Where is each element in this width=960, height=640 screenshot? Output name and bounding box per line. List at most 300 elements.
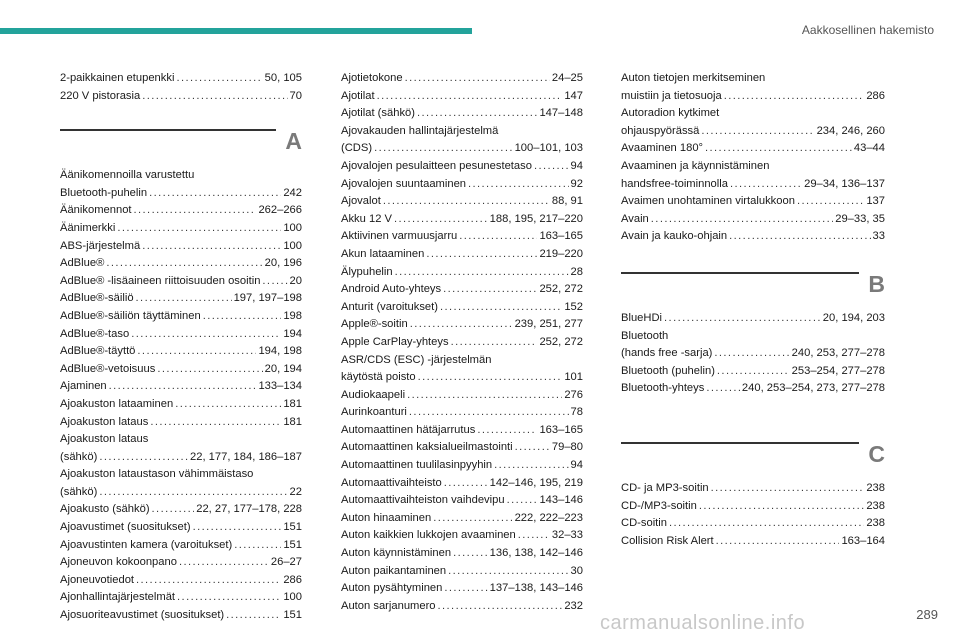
index-entry-pages: 219–220 <box>539 247 583 260</box>
dot-leader <box>142 88 287 106</box>
dot-leader <box>131 326 281 344</box>
index-entry <box>341 88 583 106</box>
dot-leader <box>444 475 488 493</box>
index-entry-term: CD-/MP3-soitin <box>621 499 697 512</box>
index-entry <box>60 378 302 396</box>
section-a-header <box>60 113 302 163</box>
dot-leader <box>730 176 802 194</box>
index-entry-pages: 181 <box>283 397 302 410</box>
index-entry-term: Ajoakusto (sähkö) <box>60 503 150 516</box>
index-entry-term: Ajaminen <box>60 380 107 393</box>
dot-leader <box>716 533 840 551</box>
index-entry-lead: Ajovakauden hallintajärjestelmä <box>341 124 499 137</box>
index-entry <box>60 414 302 432</box>
index-entry-term: 2-paikkainen etupenkki <box>60 72 175 84</box>
dot-leader <box>438 598 563 616</box>
dot-leader <box>193 519 282 537</box>
index-entry-term: Auton hinaaminen <box>341 511 432 524</box>
index-entry-pages: 242 <box>283 186 302 199</box>
index-entry-term: Audiokaapeli <box>341 388 406 401</box>
index-entry-term: Apple®-soitin <box>341 318 408 331</box>
index-entry-term: Auton käynnistäminen <box>341 547 452 560</box>
index-entry-pages: 101 <box>564 371 583 384</box>
index-entry <box>341 316 583 334</box>
index-entry-pages: 239, 251, 277 <box>514 318 583 331</box>
index-entry-pages: 137–138, 143–146 <box>489 582 583 595</box>
dot-leader <box>152 501 195 519</box>
index-entry-term: AdBlue® <box>60 257 105 270</box>
dot-leader <box>410 316 513 334</box>
dot-leader <box>374 140 512 158</box>
section-letter-b: B <box>868 270 885 297</box>
dot-leader <box>515 439 550 457</box>
index-entry-pages: 276 <box>564 388 583 401</box>
dot-leader <box>711 480 865 498</box>
index-entry-term: Ajoneuvon kokoonpano <box>60 556 177 569</box>
index-entry-pages: 20, 196 <box>264 257 302 270</box>
index-entry-pages: 286 <box>866 89 885 102</box>
index-entry <box>60 431 302 466</box>
index-entry <box>341 246 583 264</box>
index-entry-pages: 147–148 <box>539 107 583 120</box>
dot-leader <box>175 396 281 414</box>
index-entry-term: Äänimerkki <box>60 221 116 234</box>
index-entry-pages: 151 <box>283 609 302 622</box>
index-entry-pages: 33 <box>872 230 885 243</box>
index-entry <box>341 492 583 510</box>
index-entry-pages: 197, 197–198 <box>233 292 302 305</box>
index-entry <box>60 70 302 88</box>
index-entry <box>341 158 583 176</box>
index-entry-term: Ajosuoriteavustimet (suositukset) <box>60 609 225 622</box>
index-entry <box>60 88 302 106</box>
index-entry <box>621 363 885 381</box>
index-entry <box>341 598 583 616</box>
dot-leader <box>99 449 188 467</box>
index-entry-pages: 232 <box>564 599 583 612</box>
index-entry-pages: 94 <box>570 159 583 172</box>
index-entry-term: AdBlue® -lisäaineen riittoisuuden osoitin <box>60 274 261 287</box>
index-entry-pages: 88, 91 <box>551 195 583 208</box>
dot-leader <box>383 193 550 211</box>
section-divider <box>60 129 276 131</box>
dot-leader <box>136 290 232 308</box>
dot-leader <box>507 492 538 510</box>
index-entry-term: Avaaminen 180° <box>621 142 704 155</box>
index-entry-pages: 240, 253, 277–278 <box>791 347 885 360</box>
index-entry <box>341 387 583 405</box>
index-entry-term: Ajovalot <box>341 195 381 208</box>
index-entry-term: Bluetooth-yhteys <box>621 382 705 395</box>
dot-leader <box>176 70 262 88</box>
index-entry <box>60 343 302 361</box>
dot-leader <box>664 310 821 328</box>
index-entry <box>60 326 302 344</box>
index-entry-lead: ASR/CDS (ESC) -järjestelmän <box>341 353 492 366</box>
index-entry <box>60 255 302 273</box>
dot-leader <box>137 343 256 361</box>
dot-leader <box>494 457 568 475</box>
index-entry-term: Automaattinen kaksialueilmastointi <box>341 441 513 454</box>
index-entry-pages: 100 <box>283 591 302 604</box>
index-entry-term: (sähkö) <box>60 485 98 498</box>
index-entry <box>341 281 583 299</box>
index-entry-lead: Autoradion kytkimet <box>621 107 720 120</box>
dot-leader <box>444 580 487 598</box>
dot-leader <box>433 510 512 528</box>
index-entry-pages: 262–266 <box>258 204 302 217</box>
index-entry-pages: 163–164 <box>841 534 885 547</box>
index-entry-term: Äänikomennot <box>60 204 132 217</box>
dot-leader <box>440 299 562 317</box>
index-entry <box>60 290 302 308</box>
dot-leader <box>705 140 852 158</box>
index-entry-term: Aktiivinen varmuusjarru <box>341 230 458 243</box>
index-entry-pages: 194 <box>283 327 302 340</box>
index-entry <box>60 589 302 607</box>
index-entry-pages: 92 <box>570 177 583 190</box>
index-entry <box>341 105 583 123</box>
index-entry-term: Älypuhelin <box>341 265 393 278</box>
index-entry <box>60 554 302 572</box>
index-entry <box>341 527 583 545</box>
index-entry-term: Auton kaikkien lukkojen avaaminen <box>341 529 516 542</box>
index-entry <box>60 466 302 501</box>
index-entry <box>621 328 885 363</box>
index-entry-term: (CDS) <box>341 142 373 155</box>
index-entry-pages: 222, 222–223 <box>514 511 583 524</box>
index-entry-pages: 32–33 <box>551 529 583 542</box>
index-entry-pages: 252, 272 <box>539 283 583 296</box>
dot-leader <box>226 607 281 625</box>
dot-leader <box>518 527 550 545</box>
index-entry <box>341 545 583 563</box>
dot-leader <box>136 572 281 590</box>
index-entry-pages: 181 <box>283 415 302 428</box>
index-entry <box>60 519 302 537</box>
index-entry-term: AdBlue®-säiliön täyttäminen <box>60 309 201 322</box>
index-entry <box>60 167 302 202</box>
index-entry-lead: Ajoakuston lataustason vähimmäistaso <box>60 468 254 481</box>
index-entry <box>341 193 583 211</box>
index-entry-pages: 28 <box>570 265 583 278</box>
index-column-3 <box>621 70 885 550</box>
index-entry-pages: 20 <box>289 274 302 287</box>
dot-leader <box>418 369 563 387</box>
dot-leader <box>448 563 568 581</box>
index-entry <box>341 475 583 493</box>
section-letter-c: C <box>868 440 885 467</box>
dot-leader <box>109 378 257 396</box>
index-entry-pages: 238 <box>866 499 885 512</box>
index-entry-term: Akku 12 V <box>341 212 392 225</box>
dot-leader <box>417 105 537 123</box>
index-entry-term: Ajoavustinten kamera (varoitukset) <box>60 538 233 551</box>
index-entry-term: Akun lataaminen <box>341 247 425 260</box>
index-entry-lead: Bluetooth <box>621 329 669 342</box>
index-entry-pages: 43–44 <box>853 142 885 155</box>
index-entry <box>341 264 583 282</box>
index-entry-lead: Äänikomennoilla varustettu <box>60 169 195 182</box>
index-entry <box>621 515 885 533</box>
index-entry <box>341 334 583 352</box>
index-entry-pages: 29–34, 136–137 <box>804 177 885 190</box>
section-letter-a: A <box>285 128 302 155</box>
index-entry-term: Ajovalojen pesulaitteen pesunestetaso <box>341 159 532 172</box>
index-entry-term: käytöstä poisto <box>341 371 416 384</box>
index-entry-term: Avain ja kauko-ohjain <box>621 230 728 243</box>
index-entry <box>341 228 583 246</box>
index-entry <box>341 510 583 528</box>
index-entry-term: Automaattivaihteisto <box>341 476 442 489</box>
dot-leader <box>134 202 257 220</box>
index-entry-pages: 22 <box>289 485 302 498</box>
index-entry-term: Avain <box>621 212 649 225</box>
index-entry <box>60 202 302 220</box>
index-entry <box>60 361 302 379</box>
index-entry-term: Automaattinen hätäjarrutus <box>341 423 476 436</box>
index-entry <box>621 498 885 516</box>
index-entry-term: CD- ja MP3-soitin <box>621 481 709 494</box>
index-entry-term: (sähkö) <box>60 450 98 463</box>
index-entry-pages: 142–146, 195, 219 <box>489 476 583 489</box>
index-entry <box>60 396 302 414</box>
index-column-2 <box>341 70 583 615</box>
dot-leader <box>477 422 537 440</box>
index-entry-pages: 238 <box>866 481 885 494</box>
index-entry <box>60 607 302 625</box>
index-entry <box>621 480 885 498</box>
dot-leader <box>706 380 740 398</box>
index-entry-pages: 94 <box>570 459 583 472</box>
index-entry <box>60 572 302 590</box>
index-entry-term: Auton sarjanumero <box>341 599 436 612</box>
index-entry <box>341 457 583 475</box>
section-c-header <box>621 426 885 476</box>
dot-leader <box>717 363 790 381</box>
dot-leader <box>262 273 287 291</box>
index-entry-term: handsfree-toiminnolla <box>621 177 728 190</box>
index-entry-pages: 136, 138, 142–146 <box>489 547 583 560</box>
index-entry-pages: 163–165 <box>539 230 583 243</box>
index-entry-term: Ajotietokone <box>341 72 403 84</box>
index-entry <box>341 580 583 598</box>
index-entry-term: Ajonhallintajärjestelmät <box>60 591 176 604</box>
index-entry-pages: 198 <box>283 309 302 322</box>
index-entry <box>621 380 885 398</box>
index-entry-pages: 50, 105 <box>264 72 302 84</box>
index-entry-pages: 100–101, 103 <box>514 142 583 155</box>
index-entry-pages: 22, 177, 184, 186–187 <box>190 450 302 463</box>
dot-leader <box>699 498 864 516</box>
index-entry-pages: 79–80 <box>551 441 583 454</box>
dot-leader <box>377 88 563 106</box>
index-entry-pages: 133–134 <box>258 380 302 393</box>
index-entry <box>341 211 583 229</box>
index-entry-term: 220 V pistorasia <box>60 89 141 102</box>
index-entry-pages: 26–27 <box>270 556 302 569</box>
index-entry <box>60 501 302 519</box>
dot-leader <box>149 185 281 203</box>
index-entry-term: AdBlue®-taso <box>60 327 130 340</box>
dot-leader <box>701 123 814 141</box>
index-entry <box>341 176 583 194</box>
index-entry <box>341 563 583 581</box>
index-entry-lead: Auton tietojen merkitseminen <box>621 72 766 84</box>
index-entry-pages: 100 <box>283 239 302 252</box>
index-entry-term: Ajoneuvotiedot <box>60 573 135 586</box>
dot-leader <box>409 404 569 422</box>
index-entry <box>60 220 302 238</box>
dot-leader <box>157 361 262 379</box>
index-entry <box>60 238 302 256</box>
dot-leader <box>142 238 281 256</box>
index-entry-term: Aurinkoanturi <box>341 406 407 419</box>
dot-leader <box>203 308 282 326</box>
index-entry-term: Auton paikantaminen <box>341 564 447 577</box>
index-entry-pages: 78 <box>570 406 583 419</box>
index-entry-term: Ajoakuston lataaminen <box>60 397 174 410</box>
index-entry-term: Ajotilat <box>341 89 375 102</box>
dot-leader <box>729 228 870 246</box>
index-entry <box>341 70 583 88</box>
index-entry-term: (hands free -sarja) <box>621 347 713 360</box>
index-entry-term: Android Auto-yhteys <box>341 283 442 296</box>
index-entry-pages: 163–165 <box>539 423 583 436</box>
dot-leader <box>669 515 864 533</box>
index-entry-term: AdBlue®-säiliö <box>60 292 134 305</box>
index-entry <box>621 533 885 551</box>
index-entry <box>621 211 885 229</box>
section-b-header <box>621 256 885 306</box>
index-entry-term: Automaattivaihteiston vaihdevipu <box>341 494 505 507</box>
index-entry <box>341 352 583 387</box>
index-entry-pages: 137 <box>866 195 885 208</box>
dot-leader <box>234 537 281 555</box>
index-entry-term: Ajoakuston lataus <box>60 415 149 428</box>
index-entry <box>341 123 583 158</box>
index-entry-term: Collision Risk Alert <box>621 534 714 547</box>
index-entry-term: Ajoavustimet (suositukset) <box>60 521 191 534</box>
index-entry-term: Apple CarPlay-yhteys <box>341 335 449 348</box>
index-entry-term: BlueHDi <box>621 311 663 324</box>
page-header-title: Aakkosellinen hakemisto <box>801 23 934 37</box>
index-entry-pages: 194, 198 <box>258 345 302 358</box>
index-entry-lead: Ajoakuston lataus <box>60 433 149 446</box>
watermark: carmanualsonline.info <box>600 612 806 634</box>
dot-leader <box>177 589 281 607</box>
index-entry <box>341 422 583 440</box>
dot-leader <box>714 345 789 363</box>
index-entry-pages: 151 <box>283 521 302 534</box>
index-entry-pages: 100 <box>283 221 302 234</box>
index-entry-pages: 253–254, 277–278 <box>791 364 885 377</box>
index-entry-pages: 147 <box>564 89 583 102</box>
index-entry-term: Bluetooth-puhelin <box>60 186 148 199</box>
index-entry-term: AdBlue®-vetoisuus <box>60 362 156 375</box>
dot-leader <box>150 414 281 432</box>
index-entry-term: Ajovalojen suuntaaminen <box>341 177 467 190</box>
dot-leader <box>179 554 269 572</box>
dot-leader <box>395 264 569 282</box>
index-entry-pages: 30 <box>570 564 583 577</box>
index-entry-pages: 238 <box>866 517 885 530</box>
index-entry <box>341 439 583 457</box>
dot-leader <box>394 211 488 229</box>
index-entry-term: AdBlue®-täyttö <box>60 345 136 358</box>
index-entry <box>621 193 885 211</box>
dot-leader <box>468 176 569 194</box>
dot-leader <box>451 334 538 352</box>
index-entry-pages: 22, 27, 177–178, 228 <box>196 503 302 516</box>
dot-leader <box>405 70 550 88</box>
index-entry-pages: 234, 246, 260 <box>816 124 885 137</box>
index-entry <box>621 228 885 246</box>
index-entry <box>621 158 885 193</box>
index-entry <box>621 105 885 140</box>
index-entry-term: Bluetooth (puhelin) <box>621 364 715 377</box>
index-entry <box>60 537 302 555</box>
index-entry-term: Automaattinen tuulilasinpyyhin <box>341 459 493 472</box>
index-column-1 <box>60 70 302 625</box>
dot-leader <box>651 211 833 229</box>
index-entry-pages: 188, 195, 217–220 <box>489 212 583 225</box>
dot-leader <box>426 246 537 264</box>
index-entry-pages: 70 <box>289 89 302 102</box>
header-accent-bar <box>0 28 472 34</box>
index-entry-term: ABS-järjestelmä <box>60 239 141 252</box>
index-entry-pages: 143–146 <box>539 494 583 507</box>
dot-leader <box>797 193 864 211</box>
index-entry-term: Ajotilat (sähkö) <box>341 107 415 120</box>
index-entry <box>621 310 885 328</box>
dot-leader <box>534 158 569 176</box>
index-entry <box>60 273 302 291</box>
dot-leader <box>99 484 287 502</box>
index-entry-term: CD-soitin <box>621 517 668 530</box>
dot-leader <box>407 387 562 405</box>
index-entry <box>341 404 583 422</box>
dot-leader <box>443 281 537 299</box>
index-entry-pages: 152 <box>564 300 583 313</box>
index-entry-pages: 29–33, 35 <box>835 212 885 225</box>
index-entry-pages: 240, 253–254, 273, 277–278 <box>741 382 885 395</box>
dot-leader <box>117 220 281 238</box>
index-entry-lead: Avaaminen ja käynnistäminen <box>621 159 770 172</box>
index-entry-pages: 24–25 <box>551 72 583 84</box>
index-entry-term: ohjauspyörässä <box>621 124 700 137</box>
index-entry-pages: 286 <box>283 573 302 586</box>
section-divider <box>621 442 859 444</box>
index-entry <box>621 140 885 158</box>
index-entry-pages: 151 <box>283 538 302 551</box>
dot-leader <box>724 88 865 106</box>
index-entry-pages: 20, 194 <box>264 362 302 375</box>
index-entry-term: muistiin ja tietosuoja <box>621 89 722 102</box>
index-entry-term: Avaimen unohtaminen virtalukkoon <box>621 195 795 208</box>
index-entry <box>621 70 885 105</box>
index-entry-term: Anturit (varoitukset) <box>341 300 438 313</box>
index-entry-pages: 20, 194, 203 <box>822 311 885 324</box>
index-entry <box>60 308 302 326</box>
page-number: 289 <box>916 607 938 622</box>
section-divider <box>621 272 859 274</box>
index-entry-pages: 252, 272 <box>539 335 583 348</box>
dot-leader <box>459 228 537 246</box>
index-entry-term: Auton pysähtyminen <box>341 582 443 595</box>
dot-leader <box>453 545 488 563</box>
dot-leader <box>106 255 262 273</box>
